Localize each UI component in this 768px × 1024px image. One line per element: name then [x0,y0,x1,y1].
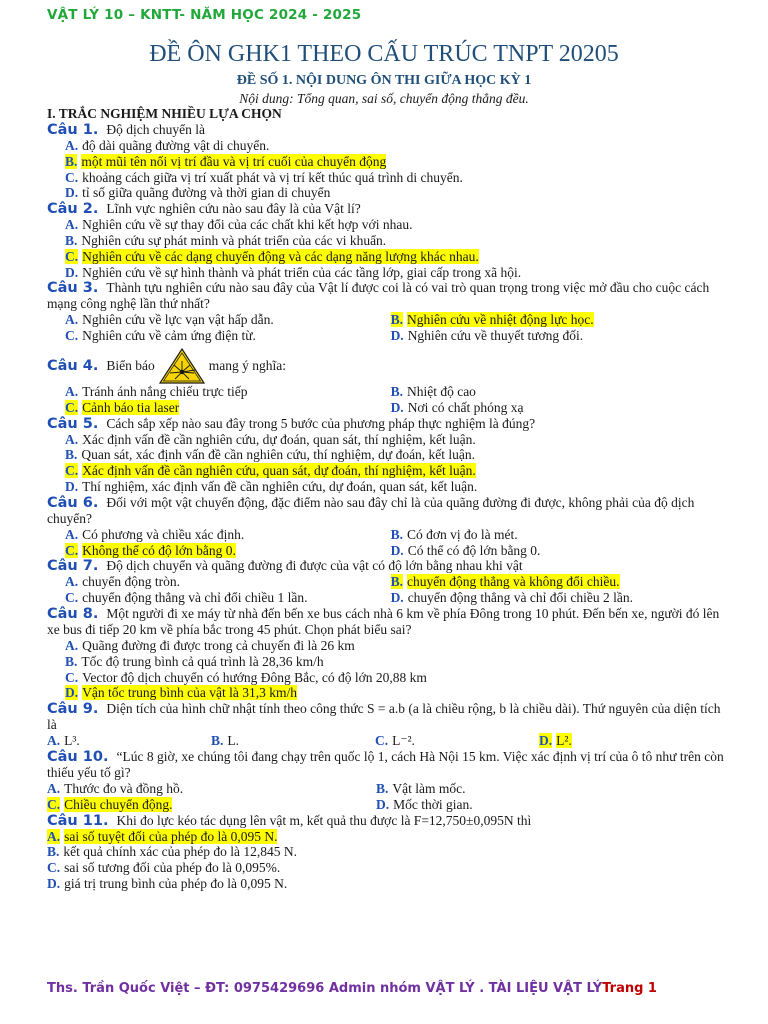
answer-option[interactable] [65,185,727,201]
question-stem [47,558,727,574]
answer-option[interactable] [47,733,211,749]
option-letter: C. [65,399,79,415]
question-number: Câu 5. [47,415,99,432]
page-number: Trang 1 [602,981,657,996]
answer-options [47,384,727,416]
answer-option[interactable] [65,249,727,265]
option-text: khoảng cách giữa vị trí xuất phát và vị trí kết thúc quá trình di chuyển. [82,169,463,185]
option-letter: B. [65,232,78,248]
option-letter: B. [390,312,403,328]
page-subtitle: ĐỀ SỐ 1. NỘI DUNG ÔN THI GIỮA HỌC KỲ 1 [236,73,532,88]
answer-option[interactable] [47,781,376,797]
option-letter: C. [65,669,79,685]
option-letter: D. [47,875,61,891]
question-stem [47,749,727,781]
option-letter: A. [65,312,79,328]
question-stem [47,813,727,829]
answer-options [47,138,727,201]
question-7 [47,558,727,606]
option-text: kết quả chính xác của phép đo là 12,845 N. [63,844,297,860]
option-text: Tránh ánh nắng chiếu trực tiếp [82,383,248,399]
option-text: sai số tương đối của phép đo là 0,095%. [64,860,281,876]
option-text: độ dài quãng đường vật di chuyển. [82,138,270,153]
option-text: Thí nghiệm, xác định vấn đề cần nghiên cứu, dự đoán, quan sát, kết luận. [82,478,478,494]
option-text-highlighted: Nghiên cứu về các dạng chuyển động và các dạng năng lượng khác nhau. [82,248,479,264]
option-row [65,527,727,543]
option-letter: C. [65,542,79,558]
option-letter: D. [376,796,390,812]
option-text: Có phương và chiều xác định. [82,526,245,542]
answer-option[interactable] [65,638,727,654]
answer-option[interactable] [539,733,719,749]
option-letter: C. [65,169,79,185]
answer-options [47,527,727,559]
answer-option[interactable] [65,527,391,543]
option-row [65,400,727,416]
answer-option[interactable] [211,733,375,749]
option-text: Có đơn vị đo là mét. [406,526,518,542]
option-letter: B. [390,383,403,399]
answer-option[interactable] [47,797,376,813]
answer-option[interactable] [376,797,716,813]
section-heading: I. TRẮC NGHIỆM NHIỀU LỰA CHỌN [47,106,282,121]
option-text: chuyển động thẳng và chỉ đổi chiều 2 lần. [407,590,634,606]
answer-option[interactable] [65,590,391,606]
option-text: Xác định vấn đề cần nghiên cứu, dự đoán, quan sát, thí nghiệm, kết luận. [82,431,476,447]
option-letter: A. [47,733,61,749]
document-header: VẬT LÝ 10 – KNTT- NĂM HỌC 2024 - 2025 [47,7,362,23]
option-row [65,590,727,606]
answer-option[interactable] [391,312,727,328]
question-number: Câu 9. [47,701,99,718]
option-text-highlighted: Cảnh báo tia laser [82,399,180,415]
question-6 [47,495,727,559]
option-text-highlighted: Xác định vấn đề cần nghiên cứu, quan sát, dự đoán, thí nghiệm, kết luận. [82,463,476,479]
option-text: Nghiên cứu sự phát minh và phát triển của các vi khuẩn. [81,232,387,248]
option-text-highlighted: Không thể có độ lớn bằng 0. [82,542,236,558]
answer-option[interactable] [65,463,727,479]
option-text-highlighted: L². [556,733,572,749]
option-row [47,781,727,797]
option-letter: D. [65,478,79,494]
option-row [65,574,727,590]
option-text: Nghiên cứu về thuyết tương đối. [407,328,584,344]
question-number: Câu 8. [47,605,99,622]
option-letter: A. [65,574,79,590]
question-text: Cách sắp xếp nào sau đây trong 5 bước của phương pháp thực nghiệm là đúng? [106,415,536,431]
question-text: Một người đi xe máy từ nhà đến bến xe bus cách nhà 6 km về phía Đông trong 10 phút. Đến bến xe, người đó lên xe bus đi tiếp 20 km về phía bắc trong 45 phút. Chọn phát biểu sai? [47,605,720,637]
answer-option[interactable] [376,781,716,797]
question-number: Câu 11. [47,812,109,829]
answer-option[interactable] [65,217,727,233]
question-3 [47,280,727,348]
option-letter: D. [65,264,79,280]
option-letter: C. [65,463,79,479]
answer-option[interactable] [65,154,727,170]
laser-warning-sign-icon [159,348,205,384]
option-letter: B. [390,574,403,590]
option-text: L⁻². [392,733,415,749]
option-letter: D. [65,685,79,701]
answer-option[interactable] [47,829,727,845]
question-number: Câu 10. [47,748,109,765]
option-text: Thước đo và đồng hồ. [64,780,184,796]
answer-options [47,432,727,495]
option-letter: A. [65,637,79,653]
option-letter: B. [47,844,60,860]
answer-option[interactable] [391,590,727,606]
option-text: tỉ số giữa quãng đường và thời gian di chuyển [82,185,331,201]
option-letter: B. [390,526,403,542]
option-text-highlighted: Vận tốc trung bình của vật là 31,3 km/h [82,685,297,701]
option-letter: D. [390,328,404,344]
option-row [47,733,727,749]
question-text: Đối với một vật chuyển động, đặc điểm nào sau đây chỉ là của quãng đường đi được, không phải của độ dịch chuyển? [47,494,695,526]
answer-option[interactable] [47,844,727,860]
answer-option[interactable] [65,447,727,463]
question-11 [47,813,727,892]
answer-option[interactable] [391,574,727,590]
option-letter: A. [65,431,79,447]
option-letter: C. [65,328,79,344]
option-text: Mốc thời gian. [393,796,473,812]
scope-text: Tổng quan, sai số, chuyển động thẳng đều. [293,91,529,106]
answer-option[interactable] [65,400,391,416]
question-text: Thành tựu nghiên cứu nào sau đây của Vật lí được coi là có vai trò quan trọng trong việc mở đầu cho cuộc cách mạng công nghệ lần thứ nhất? [47,280,710,312]
option-text: Vector độ dịch chuyển có hướng Đông Bắc, có độ lớn 20,88 km [82,669,427,685]
option-letter: C. [47,796,61,812]
option-letter: C. [65,590,79,606]
option-text: Vật làm mốc. [392,780,466,796]
option-text: Tốc độ trung bình cả quá trình là 28,36 km/h [81,653,324,669]
option-letter: C. [375,733,389,749]
answer-options [47,638,727,701]
option-text-highlighted: một mũi tên nối vị trí đầu và vị trí cuối của chuyển động [81,153,387,169]
option-text-highlighted: Chiều chuyển động. [64,796,173,812]
question-stem [47,606,727,638]
question-stem [47,280,727,312]
option-text: giá trị trung bình của phép đo là 0,095 N. [64,875,288,891]
option-letter: A. [65,383,79,399]
question-number: Câu 6. [47,494,99,511]
option-letter: B. [376,780,389,796]
question-text: Lĩnh vực nghiên cứu nào sau đây là của Vật lí? [106,201,361,217]
option-text: L. [227,733,240,749]
option-letter: A. [47,780,61,796]
answer-option[interactable] [65,265,727,281]
option-text: Quan sát, xác định vấn đề cần nghiên cứu, thí nghiệm, dự đoán, kết luận. [81,447,476,463]
answer-option[interactable] [391,527,727,543]
option-text: Nhiệt độ cao [406,383,476,399]
option-text-highlighted: chuyển động thẳng và không đổi chiều. [406,574,620,590]
option-letter: B. [211,733,224,749]
question-number: Câu 7. [47,558,99,575]
answer-option[interactable] [65,312,391,328]
question-stem [47,416,727,432]
answer-option[interactable] [65,170,727,186]
option-text: Nghiên cứu về lực vạn vật hấp dẫn. [82,312,274,328]
question-number: Câu 4. [47,357,99,374]
option-text: Quãng đường đi được trong cả chuyến đi là 26 km [82,637,355,653]
option-text: Nơi có chất phóng xạ [407,399,524,415]
question-stem [47,495,727,527]
scope-label: Nội dung: [239,91,294,106]
option-letter: A. [47,828,61,844]
option-row [65,384,727,400]
option-row [65,543,727,559]
page-footer [47,980,727,998]
option-letter: A. [65,217,79,233]
option-letter: D. [390,590,404,606]
option-text-highlighted: Nghiên cứu về nhiệt động lực học. [406,312,594,328]
question-text: Biển báo [106,357,155,373]
option-letter: D. [65,185,79,201]
answer-option[interactable] [391,543,727,559]
question-text: Độ dịch chuyển và quãng đường đi được của vật có độ lớn bằng nhau khi vật [106,558,523,574]
question-8 [47,606,727,701]
question-5 [47,416,727,495]
option-letter: C. [65,248,79,264]
question-number: Câu 1. [47,122,99,138]
answer-options [47,829,727,892]
answer-option[interactable] [65,670,727,686]
option-text: Nghiên cứu về cảm ứng điện từ. [82,328,256,344]
option-letter: B. [65,153,78,169]
option-text: chuyển động tròn. [82,574,180,590]
answer-options [47,574,727,606]
answer-options [47,733,727,749]
question-text: “Lúc 8 giờ, xe chúng tôi đang chạy trên quốc lộ 1, cách Hà Nội 15 km. Việc xác định vị trí của ô tô như trên còn thiếu yếu tố gì? [47,748,724,780]
option-text: L³. [64,733,80,749]
question-text: Độ dịch chuyển là [106,122,205,137]
option-row [65,312,727,328]
answer-options [47,781,727,813]
answer-option[interactable] [65,543,391,559]
question-9 [47,701,727,749]
answer-option[interactable] [65,574,391,590]
answer-option[interactable] [65,654,727,670]
answer-option[interactable] [375,733,539,749]
answer-option[interactable] [65,479,727,495]
option-letter: C. [47,860,61,876]
option-letter: B. [65,447,78,463]
page-title: ĐỀ ÔN GHK1 THEO CẤU TRÚC TNPT 20205 [149,41,619,67]
question-stem [47,201,727,217]
option-letter: D. [390,542,404,558]
question-stem [47,348,727,384]
answer-option[interactable] [47,860,727,876]
answer-option[interactable] [65,328,391,344]
option-text-highlighted: sai số tuyệt đối của phép đo là 0,095 N. [64,828,278,844]
answer-option[interactable] [65,138,727,154]
question-stem [47,122,727,138]
answer-option[interactable] [65,685,727,701]
question-10 [47,749,727,813]
option-row [65,328,727,344]
answer-option[interactable] [65,233,727,249]
option-letter: D. [539,733,553,749]
footer-credit: Ths. Trần Quốc Việt – ĐT: 0975429696 Admin nhóm VẬT LÝ . TÀI LIỆU VẬT LÝ [47,981,603,996]
answer-options [47,217,727,280]
option-row [47,797,727,813]
answer-option[interactable] [65,384,391,400]
question-number: Câu 3. [47,280,99,297]
option-letter: B. [65,653,78,669]
option-text: Nghiên cứu về sự hình thành và phát triển của các tầng lớp, giai cấp trong xã hội. [82,264,522,280]
question-text: Diện tích của hình chữ nhật tính theo công thức S = a.b (a là chiều rộng, b là chiều dài). Thứ nguyên của diện tích là [47,701,721,733]
answer-option[interactable] [391,384,727,400]
question-text: Khi đo lực kéo tác dụng lên vật m, kết quả thu được là F=12,750±0,095N thì [116,812,532,828]
answer-option[interactable] [65,432,727,448]
option-text: Nghiên cứu về sự thay đổi của các chất khi kết hợp với nhau. [82,217,413,233]
answer-option[interactable] [391,328,727,344]
question-2 [47,201,727,280]
answer-options [47,312,727,344]
answer-option[interactable] [47,876,727,892]
question-1 [47,122,727,201]
answer-option[interactable] [391,400,727,416]
option-letter: D. [390,399,404,415]
question-number: Câu 2. [47,201,99,218]
question-list [47,122,727,892]
option-text: Có thể có độ lớn bằng 0. [407,542,541,558]
option-text: chuyển động thẳng và chỉ đổi chiều 1 lần. [82,590,308,606]
question-4 [47,348,727,416]
option-letter: A. [65,526,79,542]
option-letter: A. [65,138,79,153]
content-scope [0,91,768,107]
question-text-after: mang ý nghĩa: [208,357,287,373]
question-stem [47,701,727,733]
